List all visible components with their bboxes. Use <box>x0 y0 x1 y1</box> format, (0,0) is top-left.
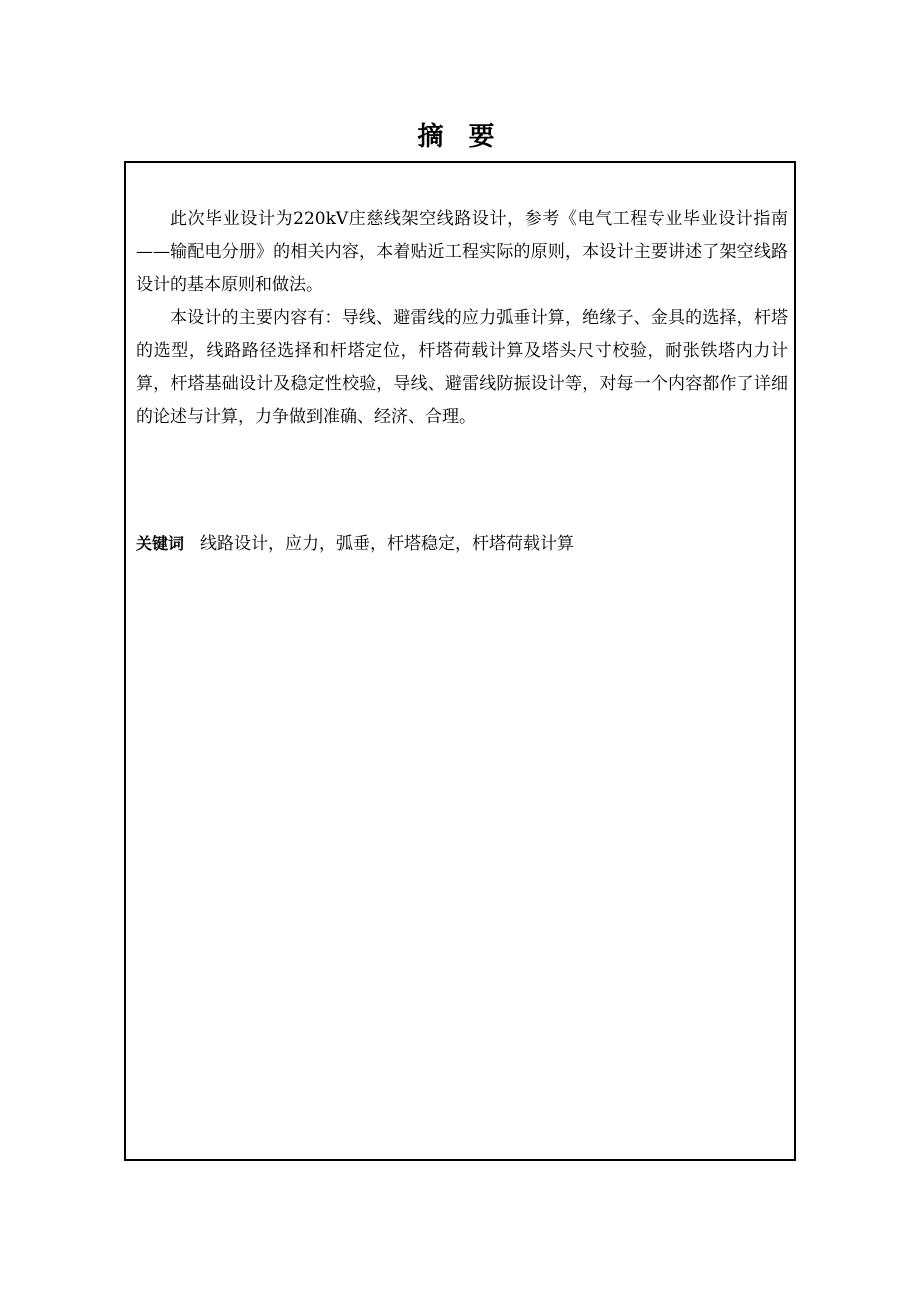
keywords-text: 线路设计，应力，弧垂，杆塔稳定，杆塔荷载计算 <box>200 534 575 554</box>
abstract-box <box>124 161 796 1161</box>
keywords-label: 关键词 <box>136 534 185 553</box>
abstract-body <box>136 203 788 434</box>
abstract-paragraph-2: 本设计的主要内容有：导线、避雷线的应力弧垂计算，绝缘子、金具的选择，杆塔的选型，线路路径选择和杆塔定位，杆塔荷载计算及塔头尺寸校验，耐张铁塔内力计算，杆塔基础设计及稳定性校验，导线、避雷线防振设计等，对每一个内容都作了详细的论述与计算，力争做到准确、经济、合理。 <box>136 308 788 427</box>
abstract-paragraph-1: 此次毕业设计为220kV庄慈线架空线路设计，参考《电气工程专业毕业设计指南——输配电分册》的相关内容，本着贴近工程实际的原则，本设计主要讲述了架空线路设计的基本原则和做法。 <box>136 209 788 295</box>
page-title: 摘 要 <box>417 122 503 152</box>
keywords-line <box>136 530 776 558</box>
